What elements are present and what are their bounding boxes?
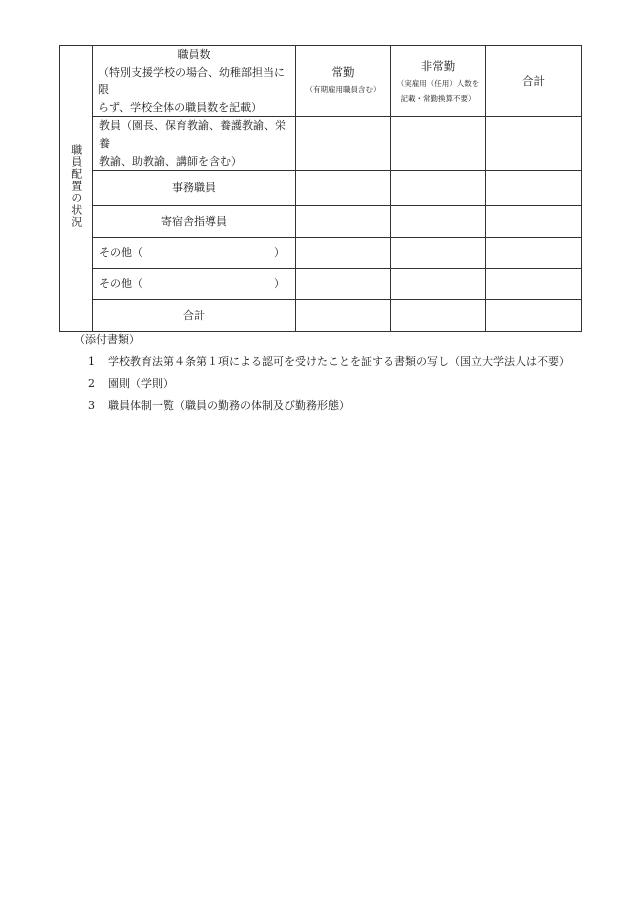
total-header: 合計 <box>486 46 582 117</box>
cell-fulltime[interactable] <box>296 269 391 300</box>
cell-parttime[interactable] <box>391 300 486 332</box>
cell-fulltime[interactable] <box>296 300 391 332</box>
row-label-total: 合計 <box>93 300 296 332</box>
cell-parttime[interactable] <box>391 117 486 171</box>
cell-total[interactable] <box>486 238 582 269</box>
table-row <box>60 269 582 300</box>
row-label-teachers: 教員（園長、保育教諭、養護教諭、栄養 教諭、助教諭、講師を含む） <box>93 117 296 171</box>
table-row <box>60 300 582 332</box>
cell-fulltime[interactable] <box>296 171 391 206</box>
table-row <box>60 117 582 171</box>
fulltime-header: 常勤 （有期雇用職員含む） <box>296 46 391 117</box>
row-label-other-2: その他（ ） <box>93 269 296 300</box>
attachments-section <box>74 329 570 417</box>
staff-count-header: 職員数 （特別支援学校の場合、幼稚部担当に限 らず、学校全体の職員数を記載） <box>93 46 296 117</box>
table-row <box>60 171 582 206</box>
cell-total[interactable] <box>486 269 582 300</box>
cell-parttime[interactable] <box>391 238 486 269</box>
list-item: 1 学校教育法第４条第１項による認可を受けたことを証する書類の写し（国立大学法人は不要） <box>88 355 570 368</box>
cell-fulltime[interactable] <box>296 238 391 269</box>
cell-total[interactable] <box>486 117 582 171</box>
cell-parttime[interactable] <box>391 206 486 238</box>
cell-total[interactable] <box>486 206 582 238</box>
attachments-title: （添付書類） <box>74 333 140 346</box>
parttime-header: 非常勤 （実雇用（任用）人数を 記載・常勤換算不要） <box>391 46 486 117</box>
row-label-other-1: その他（ ） <box>93 238 296 269</box>
cell-total[interactable] <box>486 300 582 332</box>
cell-parttime[interactable] <box>391 269 486 300</box>
side-label: 職員配置の状況 <box>60 46 93 332</box>
staff-allocation-table <box>59 45 582 332</box>
list-item: 3 職員体制一覧（職員の勤務の体制及び勤務形態） <box>88 399 350 412</box>
cell-parttime[interactable] <box>391 171 486 206</box>
row-label-dormitory-instructor: 寄宿舎指導員 <box>93 206 296 238</box>
table-row <box>60 238 582 269</box>
cell-fulltime[interactable] <box>296 206 391 238</box>
list-item: 2 園則（学則） <box>88 377 174 390</box>
table-row <box>60 206 582 238</box>
cell-total[interactable] <box>486 171 582 206</box>
cell-fulltime[interactable] <box>296 117 391 171</box>
row-label-office-staff: 事務職員 <box>93 171 296 206</box>
